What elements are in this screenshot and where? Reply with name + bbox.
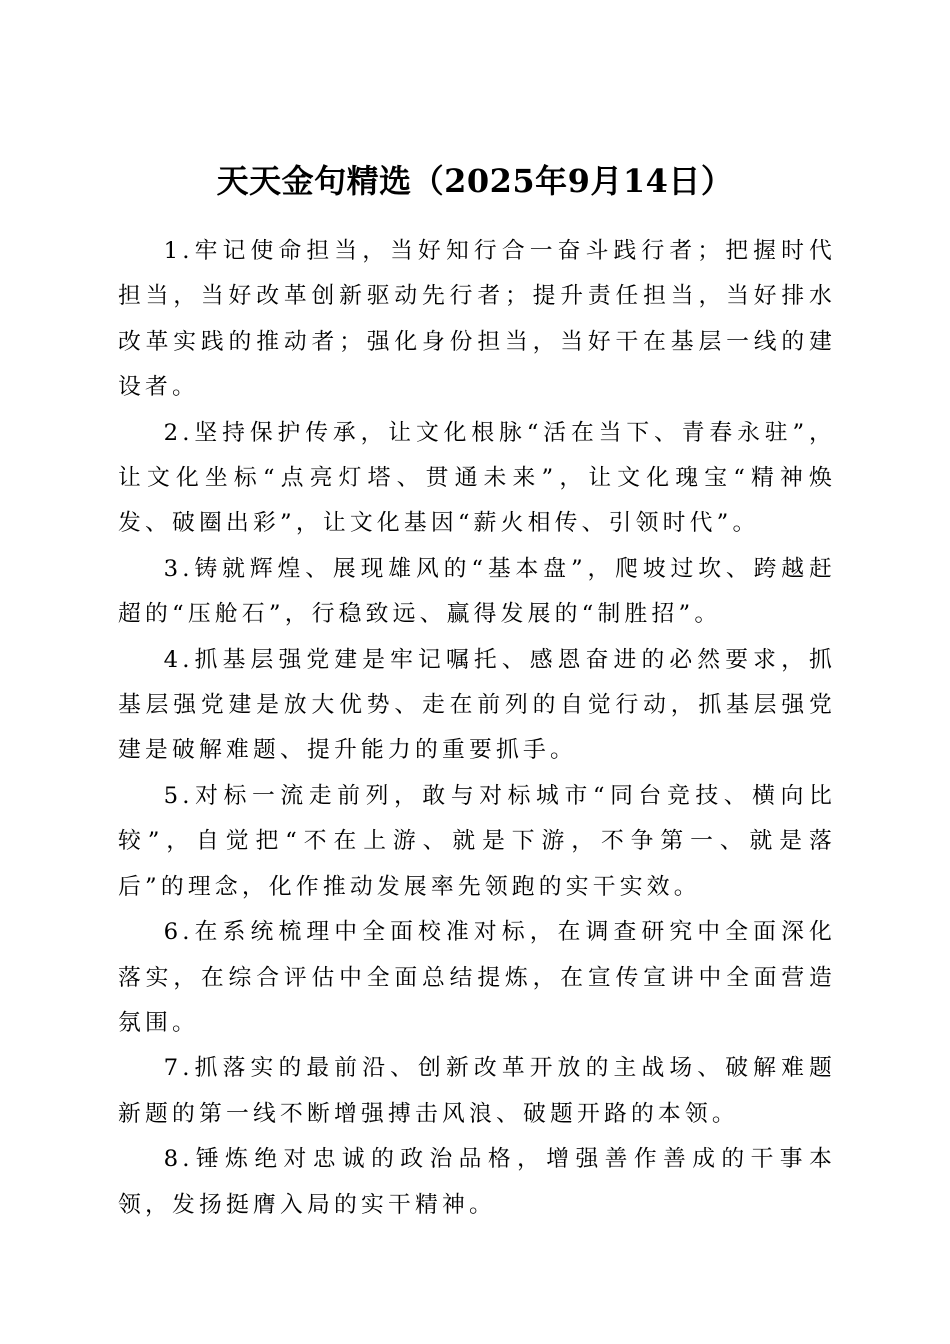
document-body — [118, 229, 836, 1228]
paragraph-3: 3.铸就辉煌、展现雄风的“基本盘”，爬坡过坎、跨越赶超的“压舱石”，行稳致远、赢得发展的“制胜招”。 — [118, 555, 836, 628]
paragraph-4: 4.抓基层强党建是牢记嘱托、感恩奋进的必然要求，抓基层强党建是放大优势、走在前列的自觉行动，抓基层强党建是破解难题、提升能力的重要抓手。 — [118, 646, 836, 764]
document-title: 天天金句精选（2025年9月14日） — [216, 162, 734, 201]
paragraph-8: 8.锤炼绝对忠诚的政治品格，增强善作善成的干事本领，发扬挺膺入局的实干精神。 — [118, 1146, 836, 1218]
paragraph-7: 7.抓落实的最前沿、创新改革开放的主战场、破解难题新题的第一线不断增强搏击风浪、破题开路的本领。 — [118, 1055, 836, 1127]
paragraph-1: 1.牢记使命担当，当好知行合一奋斗践行者；把握时代担当，当好改革创新驱动先行者；提升责任担当，当好排水改革实践的推动者；强化身份担当，当好干在基层一线的建设者。 — [118, 238, 836, 401]
paragraph-2: 2.坚持保护传承，让文化根脉“活在当下、青春永驻”，让文化坐标“点亮灯塔、贯通未来”，让文化瑰宝“精神焕发、破圈出彩”，让文化基因“薪火相传、引领时代”。 — [118, 419, 836, 537]
paragraph-5: 5.对标一流走前列，敢与对标城市“同台竞技、横向比较”，自觉把“不在上游、就是下游，不争第一、就是落后”的理念，化作推动发展率先领跑的实干实效。 — [118, 782, 836, 900]
paragraph-6: 6.在系统梳理中全面校准对标，在调查研究中全面深化落实，在综合评估中全面总结提炼，在宣传宣讲中全面营造氛围。 — [118, 919, 836, 1036]
